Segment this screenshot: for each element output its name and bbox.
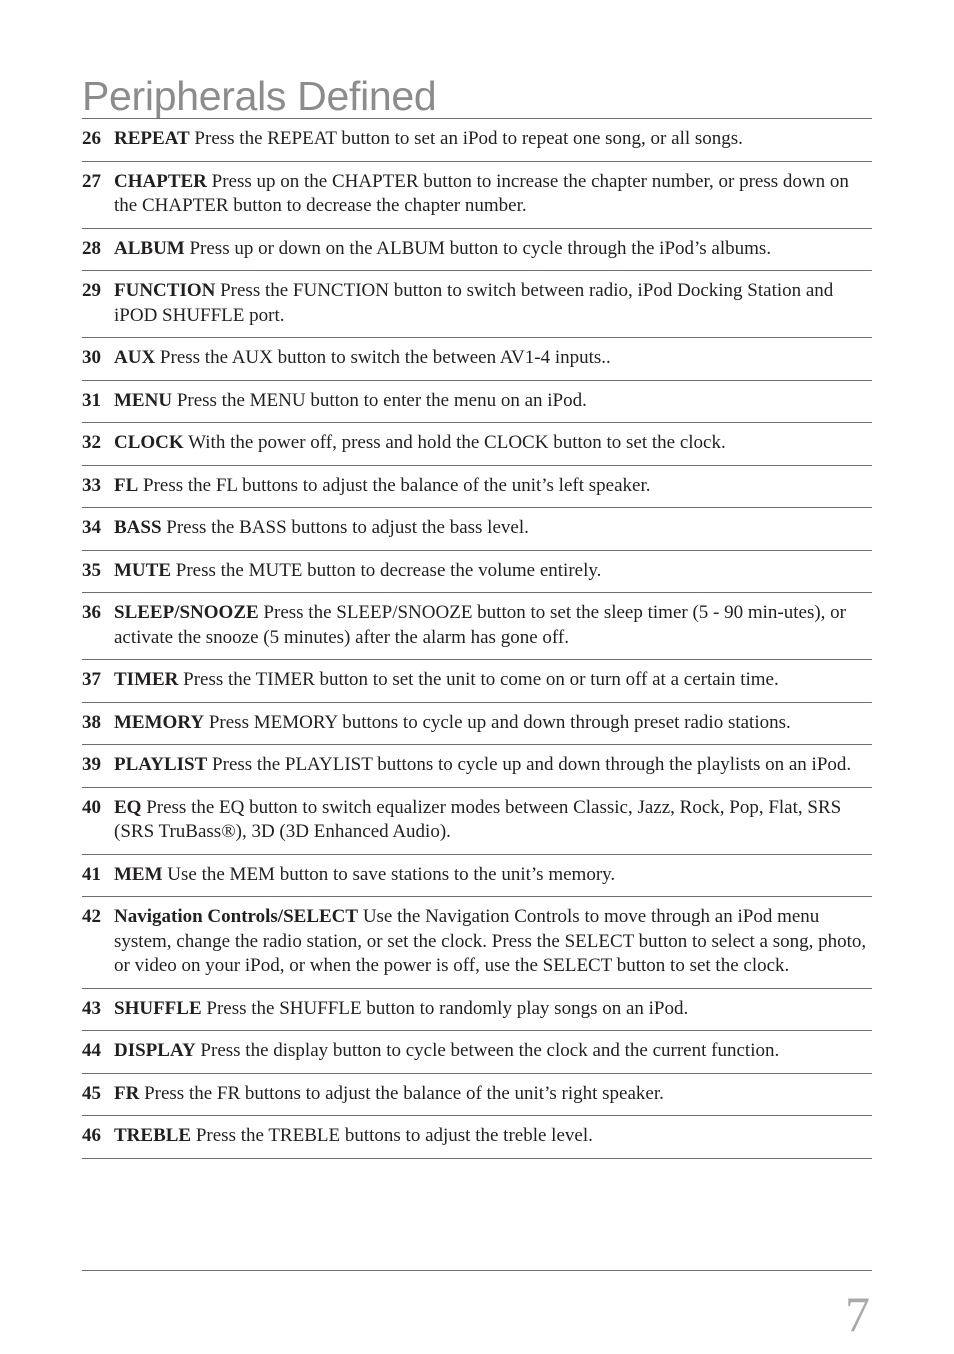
list-item bbox=[82, 989, 872, 1032]
item-text: With the power off, press and hold the CLOCK button to set the clock. bbox=[183, 432, 726, 453]
list-item bbox=[82, 162, 872, 229]
item-term: CHAPTER bbox=[114, 170, 207, 192]
item-description bbox=[114, 1124, 872, 1149]
list-item bbox=[82, 271, 872, 338]
item-number: 43 bbox=[82, 997, 101, 1019]
item-term: FR bbox=[114, 1082, 140, 1104]
page-title: Peripherals Defined bbox=[82, 73, 437, 119]
item-number: 29 bbox=[82, 280, 101, 301]
list-item bbox=[82, 788, 872, 855]
item-number: 35 bbox=[82, 559, 101, 581]
item-description bbox=[114, 668, 872, 693]
list-item bbox=[82, 423, 872, 466]
item-text: Press the FUNCTION button to switch between radio, iPod Docking Station and iPOD SHUFFLE port. bbox=[114, 280, 834, 326]
item-description bbox=[114, 389, 872, 414]
item-term: TIMER bbox=[114, 669, 179, 690]
item-text: Press MEMORY buttons to cycle up and down through preset radio stations. bbox=[204, 711, 791, 733]
item-text: Press the MUTE button to decrease the volume entirely. bbox=[171, 559, 602, 581]
list-item bbox=[82, 745, 872, 788]
footer-divider bbox=[82, 1270, 872, 1271]
item-term: EQ bbox=[114, 796, 142, 818]
item-term: AUX bbox=[114, 347, 156, 368]
item-term: MUTE bbox=[114, 559, 171, 581]
item-description bbox=[114, 346, 872, 371]
list-item bbox=[82, 593, 872, 660]
item-term: DISPLAY bbox=[114, 1040, 196, 1061]
item-description bbox=[114, 559, 872, 584]
list-item bbox=[82, 229, 872, 272]
item-number: 40 bbox=[82, 796, 101, 818]
item-text: Press the REPEAT button to set an iPod to repeat one song, or all songs. bbox=[189, 128, 743, 149]
list-item bbox=[82, 1031, 872, 1074]
item-description bbox=[114, 796, 872, 845]
item-description bbox=[114, 237, 872, 262]
item-term: SHUFFLE bbox=[114, 997, 202, 1019]
list-item bbox=[82, 119, 872, 162]
item-number: 38 bbox=[82, 711, 101, 733]
item-text: Use the Navigation Controls to move through an iPod menu system, change the radio station, or set the clock. Press the SELECT button to select a song, photo, or video on your iPod, or when the power is off, use the SELECT button to set the clock. bbox=[114, 906, 867, 976]
peripherals-list bbox=[82, 119, 872, 1159]
item-text: Press the TREBLE buttons to adjust the treble level. bbox=[191, 1125, 593, 1146]
item-description bbox=[114, 997, 872, 1022]
item-number: 44 bbox=[82, 1040, 101, 1061]
item-description bbox=[114, 431, 872, 456]
item-description bbox=[114, 1082, 872, 1107]
item-description bbox=[114, 905, 872, 979]
list-item bbox=[82, 508, 872, 551]
list-item bbox=[82, 338, 872, 381]
item-number: 42 bbox=[82, 906, 101, 927]
item-description bbox=[114, 753, 872, 778]
item-description bbox=[114, 279, 872, 328]
item-term: SLEEP/SNOOZE bbox=[114, 602, 259, 623]
item-description bbox=[114, 170, 872, 219]
item-description bbox=[114, 474, 872, 499]
item-number: 28 bbox=[82, 237, 101, 259]
item-description bbox=[114, 601, 872, 650]
list-item bbox=[82, 897, 872, 989]
item-description bbox=[114, 516, 872, 541]
list-item bbox=[82, 381, 872, 424]
list-item bbox=[82, 703, 872, 746]
item-text: Press the MENU button to enter the menu on an iPod. bbox=[172, 389, 587, 411]
item-number: 32 bbox=[82, 432, 101, 453]
item-term: MEM bbox=[114, 863, 163, 885]
item-number: 37 bbox=[82, 669, 101, 690]
item-number: 39 bbox=[82, 754, 101, 775]
item-number: 36 bbox=[82, 602, 101, 623]
item-term: TREBLE bbox=[114, 1125, 192, 1146]
item-number: 33 bbox=[82, 474, 101, 496]
item-text: Press the TIMER button to set the unit to come on or turn off at a certain time. bbox=[178, 669, 779, 690]
item-number: 30 bbox=[82, 347, 101, 368]
item-term: FL bbox=[114, 474, 139, 496]
item-number: 27 bbox=[82, 170, 101, 192]
item-description bbox=[114, 863, 872, 888]
list-item bbox=[82, 551, 872, 594]
item-number: 41 bbox=[82, 863, 101, 885]
item-number: 34 bbox=[82, 517, 101, 538]
item-description bbox=[114, 711, 872, 736]
item-number: 45 bbox=[82, 1082, 101, 1104]
item-text: Use the MEM button to save stations to the unit’s memory. bbox=[162, 863, 616, 885]
item-term: PLAYLIST bbox=[114, 754, 208, 775]
item-text: Press up on the CHAPTER button to increase the chapter number, or press down on the CHAPTER button to decrease the chapter number. bbox=[114, 170, 849, 216]
item-number: 31 bbox=[82, 389, 101, 411]
item-text: Press the display button to cycle between the clock and the current function. bbox=[195, 1040, 780, 1061]
list-item bbox=[82, 1074, 872, 1117]
item-description bbox=[114, 127, 872, 152]
list-item bbox=[82, 1116, 872, 1159]
list-item bbox=[82, 855, 872, 898]
item-term: MEMORY bbox=[114, 711, 205, 733]
item-text: Press the FR buttons to adjust the balance of the unit’s right speaker. bbox=[139, 1082, 664, 1104]
item-text: Press the BASS buttons to adjust the bass level. bbox=[161, 517, 529, 538]
item-text: Press the EQ button to switch equalizer modes between Classic, Jazz, Rock, Pop, Flat, SRS (SRS TruBass®), 3D (3D Enhanced Audio). bbox=[114, 796, 842, 842]
item-term: CLOCK bbox=[114, 432, 184, 453]
item-description bbox=[114, 1039, 872, 1064]
item-text: Press the PLAYLIST buttons to cycle up and down through the playlists on an iPod. bbox=[207, 754, 852, 775]
list-item bbox=[82, 660, 872, 703]
item-text: Press the SLEEP/SNOOZE button to set the sleep timer (5 - 90 min-utes), or activate the snooze (5 minutes) after the alarm has gone off. bbox=[114, 602, 847, 648]
item-text: Press the AUX button to switch the between AV1-4 inputs.. bbox=[155, 347, 611, 368]
list-item bbox=[82, 466, 872, 509]
page-number: 7 bbox=[845, 1286, 870, 1342]
item-number: 26 bbox=[82, 128, 101, 149]
item-term: REPEAT bbox=[114, 128, 190, 149]
item-text: Press up or down on the ALBUM button to cycle through the iPod’s albums. bbox=[184, 237, 772, 259]
item-term: Navigation Controls/SELECT bbox=[114, 906, 359, 927]
item-term: FUNCTION bbox=[114, 280, 216, 301]
item-term: ALBUM bbox=[114, 237, 185, 259]
item-text: Press the FL buttons to adjust the balance of the unit’s left speaker. bbox=[138, 474, 651, 496]
item-term: BASS bbox=[114, 517, 162, 538]
item-text: Press the SHUFFLE button to randomly play songs on an iPod. bbox=[201, 997, 689, 1019]
item-term: MENU bbox=[114, 389, 173, 411]
item-number: 46 bbox=[82, 1125, 101, 1146]
